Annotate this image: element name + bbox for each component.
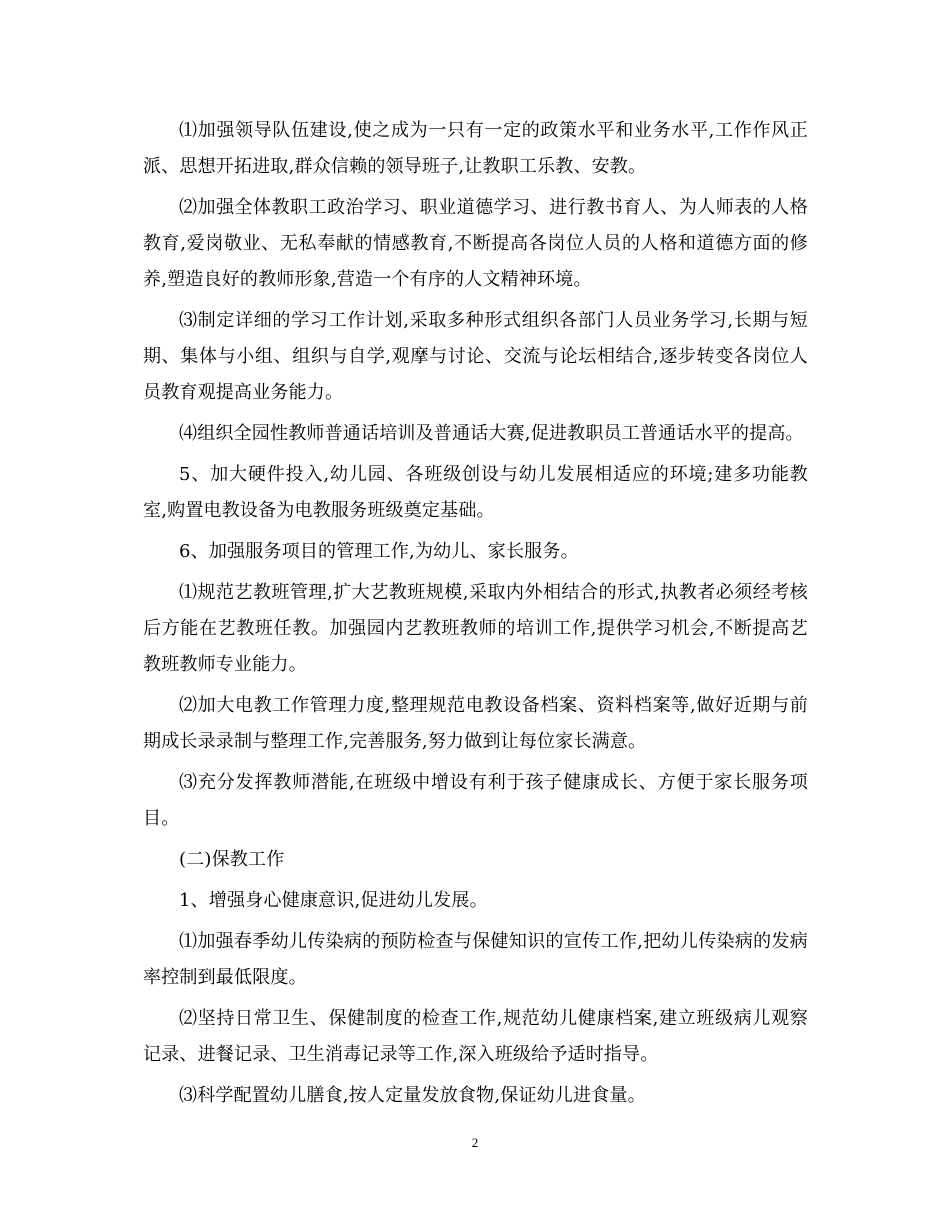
paragraph: ⑴规范艺教班管理,扩大艺教班规模,采取内外相结合的形式,执教者必须经考核后方能在艺教班任教。加强园内艺教班教师的培训工作,提供学习机会,不断提高艺教班教师专业能力。 bbox=[143, 582, 808, 675]
paragraph: 6、加强服务项目的管理工作,为幼儿、家长服务。 bbox=[179, 541, 579, 562]
page-number: 2 bbox=[471, 1135, 479, 1150]
paragraph: 5、加大硬件投入,幼儿园、各班级创设与幼儿发展相适应的环境;建多功能教室,购置电教设备为电教服务班级奠定基础。 bbox=[143, 464, 808, 521]
paragraph: ⑵加强全体教职工政治学习、职业道德学习、进行教书育人、为人师表的人格教育,爱岗敬业、无私奉献的情感教育,不断提高各岗位人员的人格和道德方面的修养,塑造良好的教师形象,营造一个有序的人文精神环境。 bbox=[143, 197, 808, 290]
paragraph: ⑷组织全园性教师普通话培训及普通话大赛,促进教职员工普通话水平的提高。 bbox=[179, 423, 804, 444]
paragraph: ⑶科学配置幼儿膳食,按人定量发放食物,保证幼儿进食量。 bbox=[179, 1085, 646, 1106]
paragraph: ⑶充分发挥教师潜能,在班级中增设有利于孩子健康成长、方便于家长服务项目。 bbox=[143, 772, 808, 829]
paragraph: ⑵加大电教工作管理力度,整理规范电教设备档案、资料档案等,做好近期与前期成长录录制与整理工作,完善服务,努力做到让每位家长满意。 bbox=[143, 695, 808, 752]
paragraph: ⑶制定详细的学习工作计划,采取多种形式组织各部门人员业务学习,长期与短期、集体与小组、组织与自学,观摩与讨论、交流与论坛相结合,逐步转变各岗位人员教育观提高业务能力。 bbox=[143, 310, 808, 403]
paragraph: ⑵坚持日常卫生、保健制度的检查工作,规范幼儿健康档案,建立班级病儿观察记录、进餐记录、卫生消毒记录等工作,深入班级给予适时指导。 bbox=[143, 1008, 808, 1065]
document-body bbox=[143, 113, 808, 1119]
paragraph: ⑴加强领导队伍建设,使之成为一只有一定的政策水平和业务水平,工作作风正派、思想开拓进取,群众信赖的领导班子,让教职工乐教、安教。 bbox=[143, 120, 808, 177]
paragraph: 1、增强身心健康意识,促进幼儿发展。 bbox=[179, 890, 488, 911]
paragraph: ⑴加强春季幼儿传染病的预防检查与保健知识的宣传工作,把幼儿传染病的发病率控制到最低限度。 bbox=[143, 931, 808, 988]
section-heading: (二)保教工作 bbox=[179, 849, 285, 870]
